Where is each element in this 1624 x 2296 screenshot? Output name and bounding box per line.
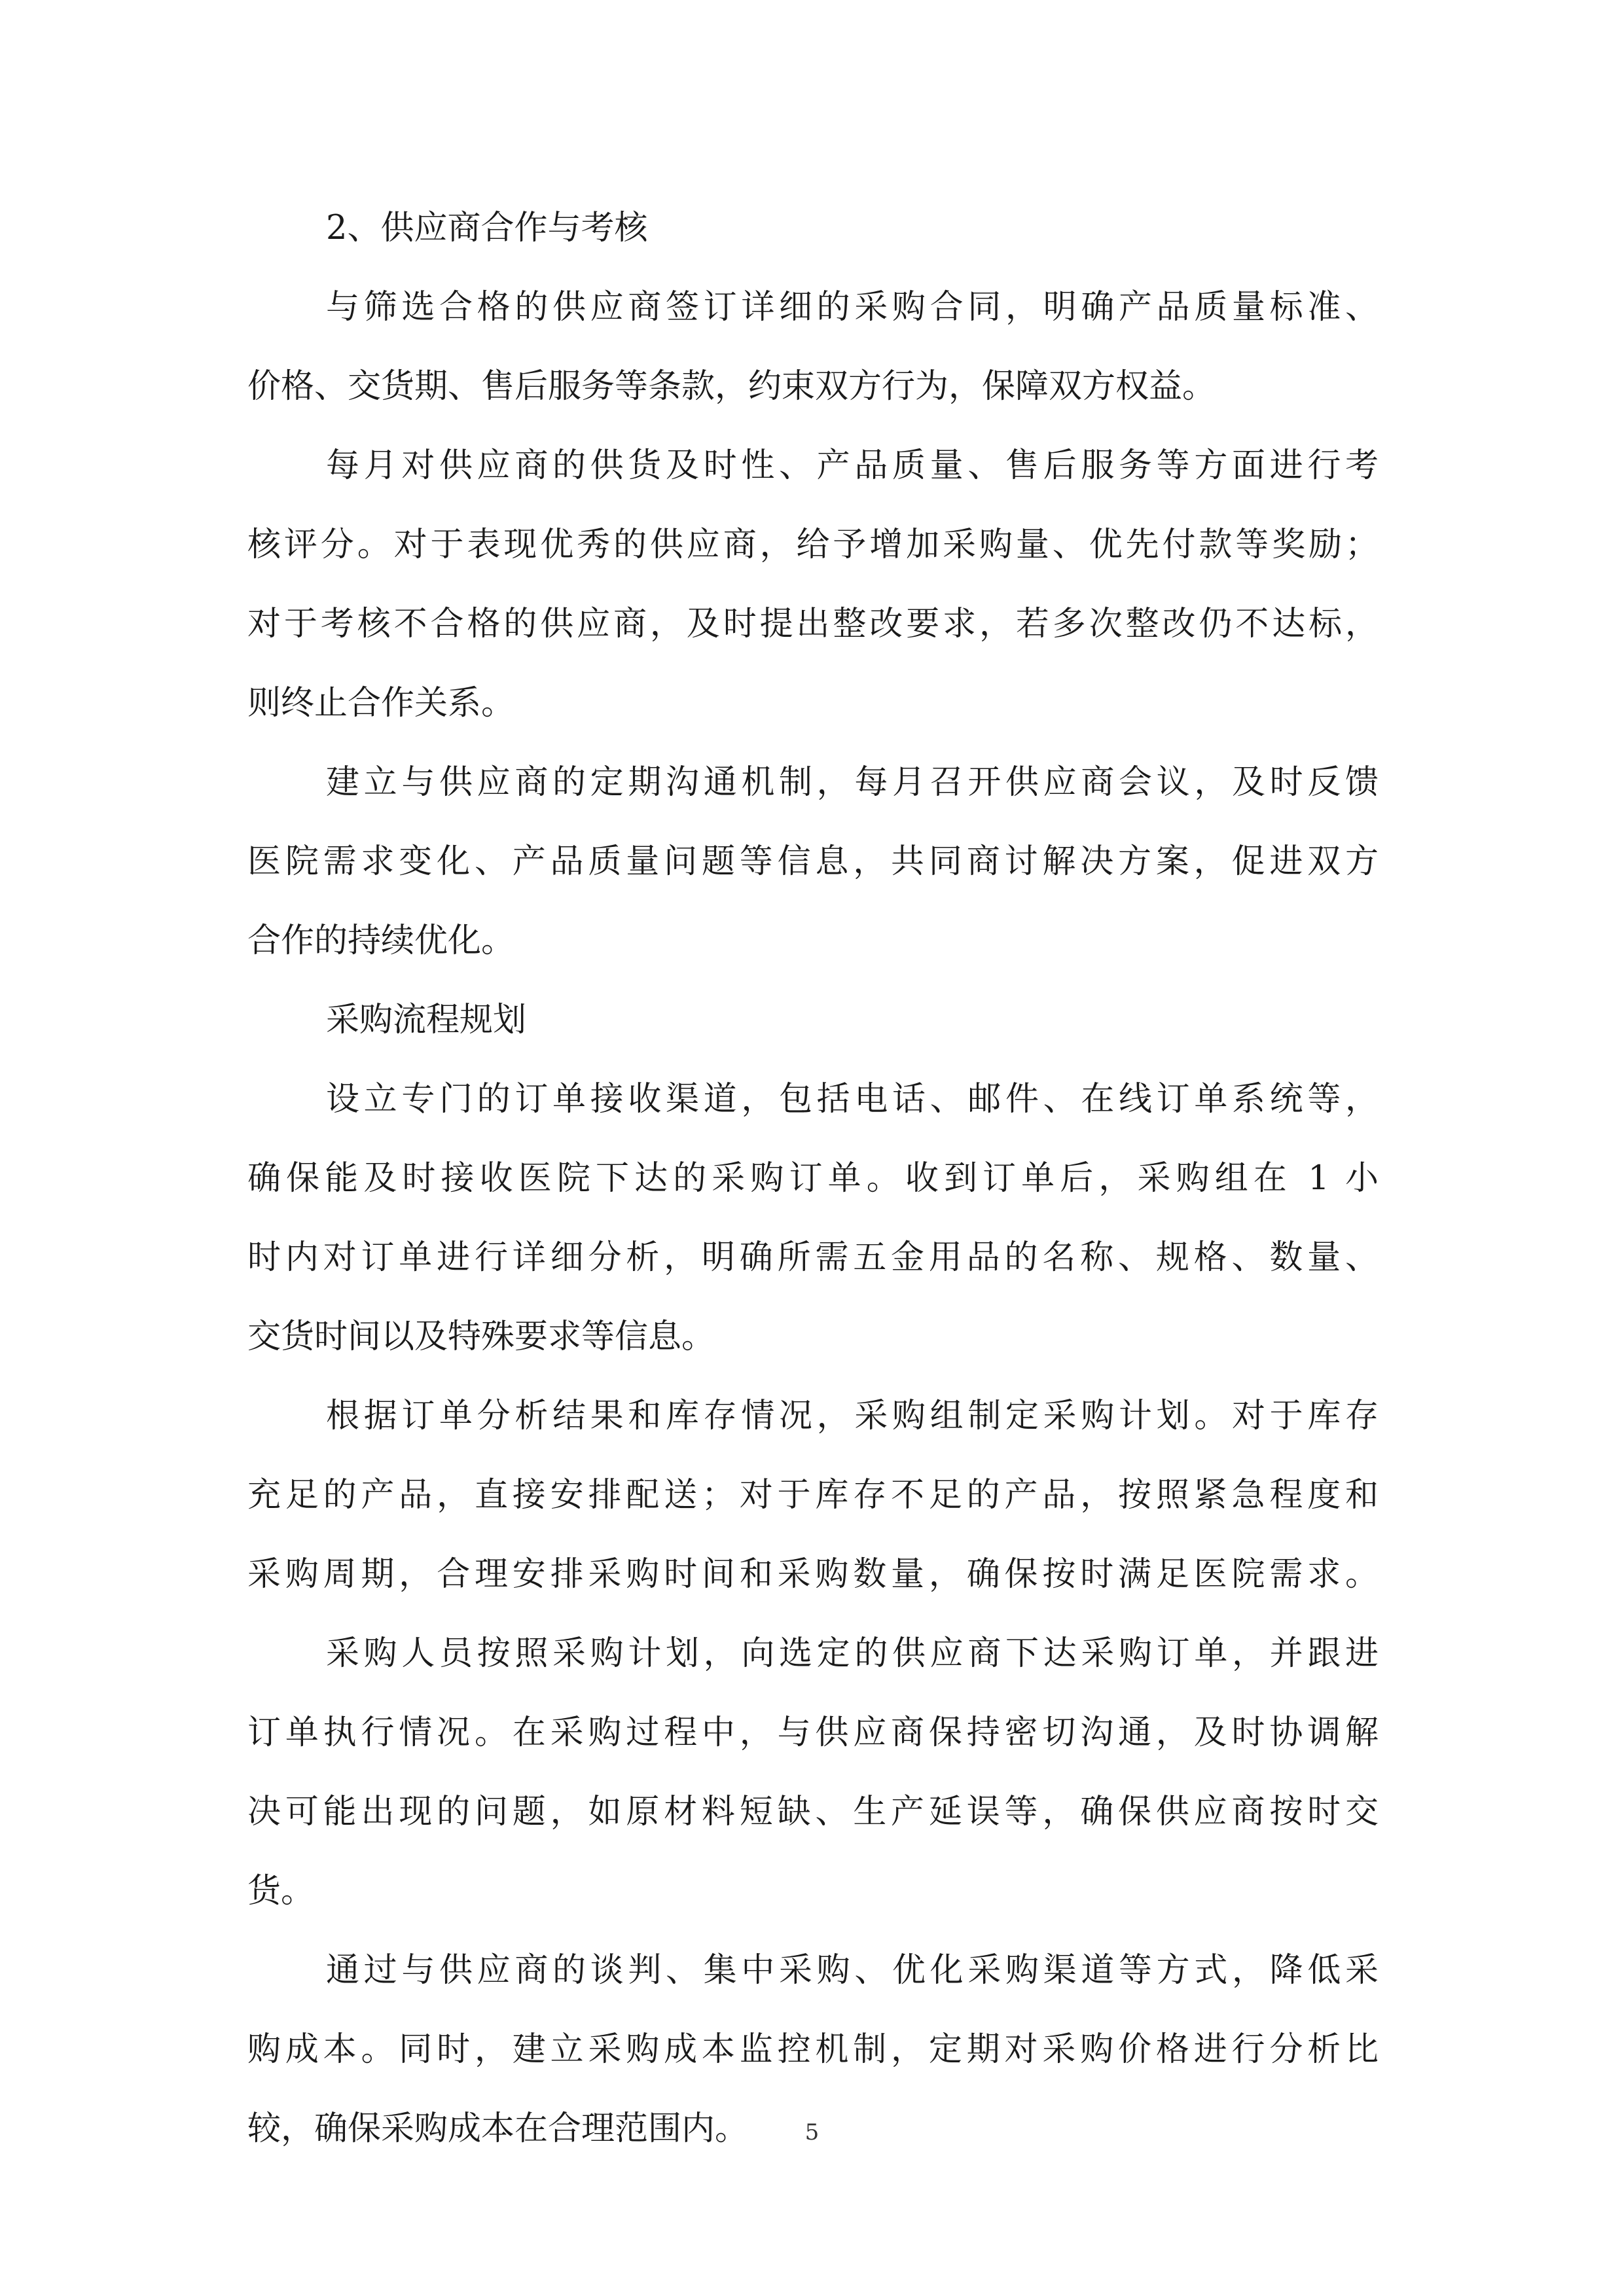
paragraph-line: 核评分。对于表现优秀的供应商，给予增加采购量、优先付款等奖励；: [247, 526, 1379, 564]
subsection-heading: [247, 980, 1379, 1060]
paragraph-line: 通过与供应商的谈判、集中采购、优化采购渠道等方式，降低采: [326, 1951, 1379, 1990]
paragraph-line: 较，确保采购成本在合理范围内。: [247, 2109, 749, 2148]
paragraph-line: 则终止合作关系。: [247, 684, 515, 723]
paragraph-line: 货。: [247, 1872, 315, 1910]
paragraph-line: 根据订单分析结果和库存情况，采购组制定采购计划。对于库存: [326, 1397, 1379, 1435]
document-body: [247, 188, 1379, 2168]
paragraph: [247, 426, 1379, 743]
paragraph-line: 采购人员按照采购计划，向选定的供应商下达采购订单，并跟进: [326, 1634, 1379, 1673]
paragraph-line: 充足的产品，直接安排配送；对于库存不足的产品，按照紧急程度和: [247, 1476, 1379, 1515]
paragraph-line: 决可能出现的问题，如原材料短缺、生产延误等，确保供应商按时交: [247, 1793, 1379, 1831]
paragraph-line: 医院需求变化、产品质量问题等信息，共同商讨解决方案，促进双方: [247, 842, 1379, 881]
paragraph: [247, 1614, 1379, 1931]
paragraph-line: 价格、交货期、售后服务等条款，约束双方行为，保障双方权益。: [247, 367, 1216, 406]
paragraph-line: 时内对订单进行详细分析，明确所需五金用品的名称、规格、数量、: [247, 1238, 1379, 1277]
page-number: 5: [804, 2119, 820, 2145]
paragraph: [247, 1376, 1379, 1614]
paragraph-line: 与筛选合格的供应商签订详细的采购合同，明确产品质量标准、: [326, 288, 1379, 327]
paragraph-line: 购成本。同时，建立采购成本监控机制，定期对采购价格进行分析比: [247, 2030, 1379, 2069]
paragraph-line: 每月对供应商的供货及时性、产品质量、售后服务等方面进行考: [326, 446, 1379, 485]
paragraph-line: 设立专门的订单接收渠道，包括电话、邮件、在线订单系统等，: [326, 1080, 1379, 1119]
paragraph-line: 建立与供应商的定期沟通机制，每月召开供应商会议，及时反馈: [326, 763, 1379, 802]
paragraph-line: 合作的持续优化。: [247, 922, 515, 960]
paragraph: [247, 268, 1379, 426]
paragraph-line: 确保能及时接收医院下达的采购订单。收到订单后，采购组在 1 小: [247, 1159, 1379, 1198]
paragraph-line: 对于考核不合格的供应商，及时提出整改要求，若多次整改仍不达标，: [247, 605, 1379, 643]
paragraph-line: 采购周期，合理安排采购时间和采购数量，确保按时满足医院需求。: [247, 1555, 1379, 1594]
paragraph-line: 交货时间以及特殊要求等信息。: [247, 1318, 715, 1356]
paragraph-line: 采购流程规划: [326, 1001, 527, 1039]
paragraph: [247, 743, 1379, 980]
paragraph-line: 订单执行情况。在采购过程中，与供应商保持密切沟通，及时协调解: [247, 1713, 1379, 1752]
section-heading: 2、供应商合作与考核: [326, 209, 648, 247]
paragraph: [247, 1060, 1379, 1376]
